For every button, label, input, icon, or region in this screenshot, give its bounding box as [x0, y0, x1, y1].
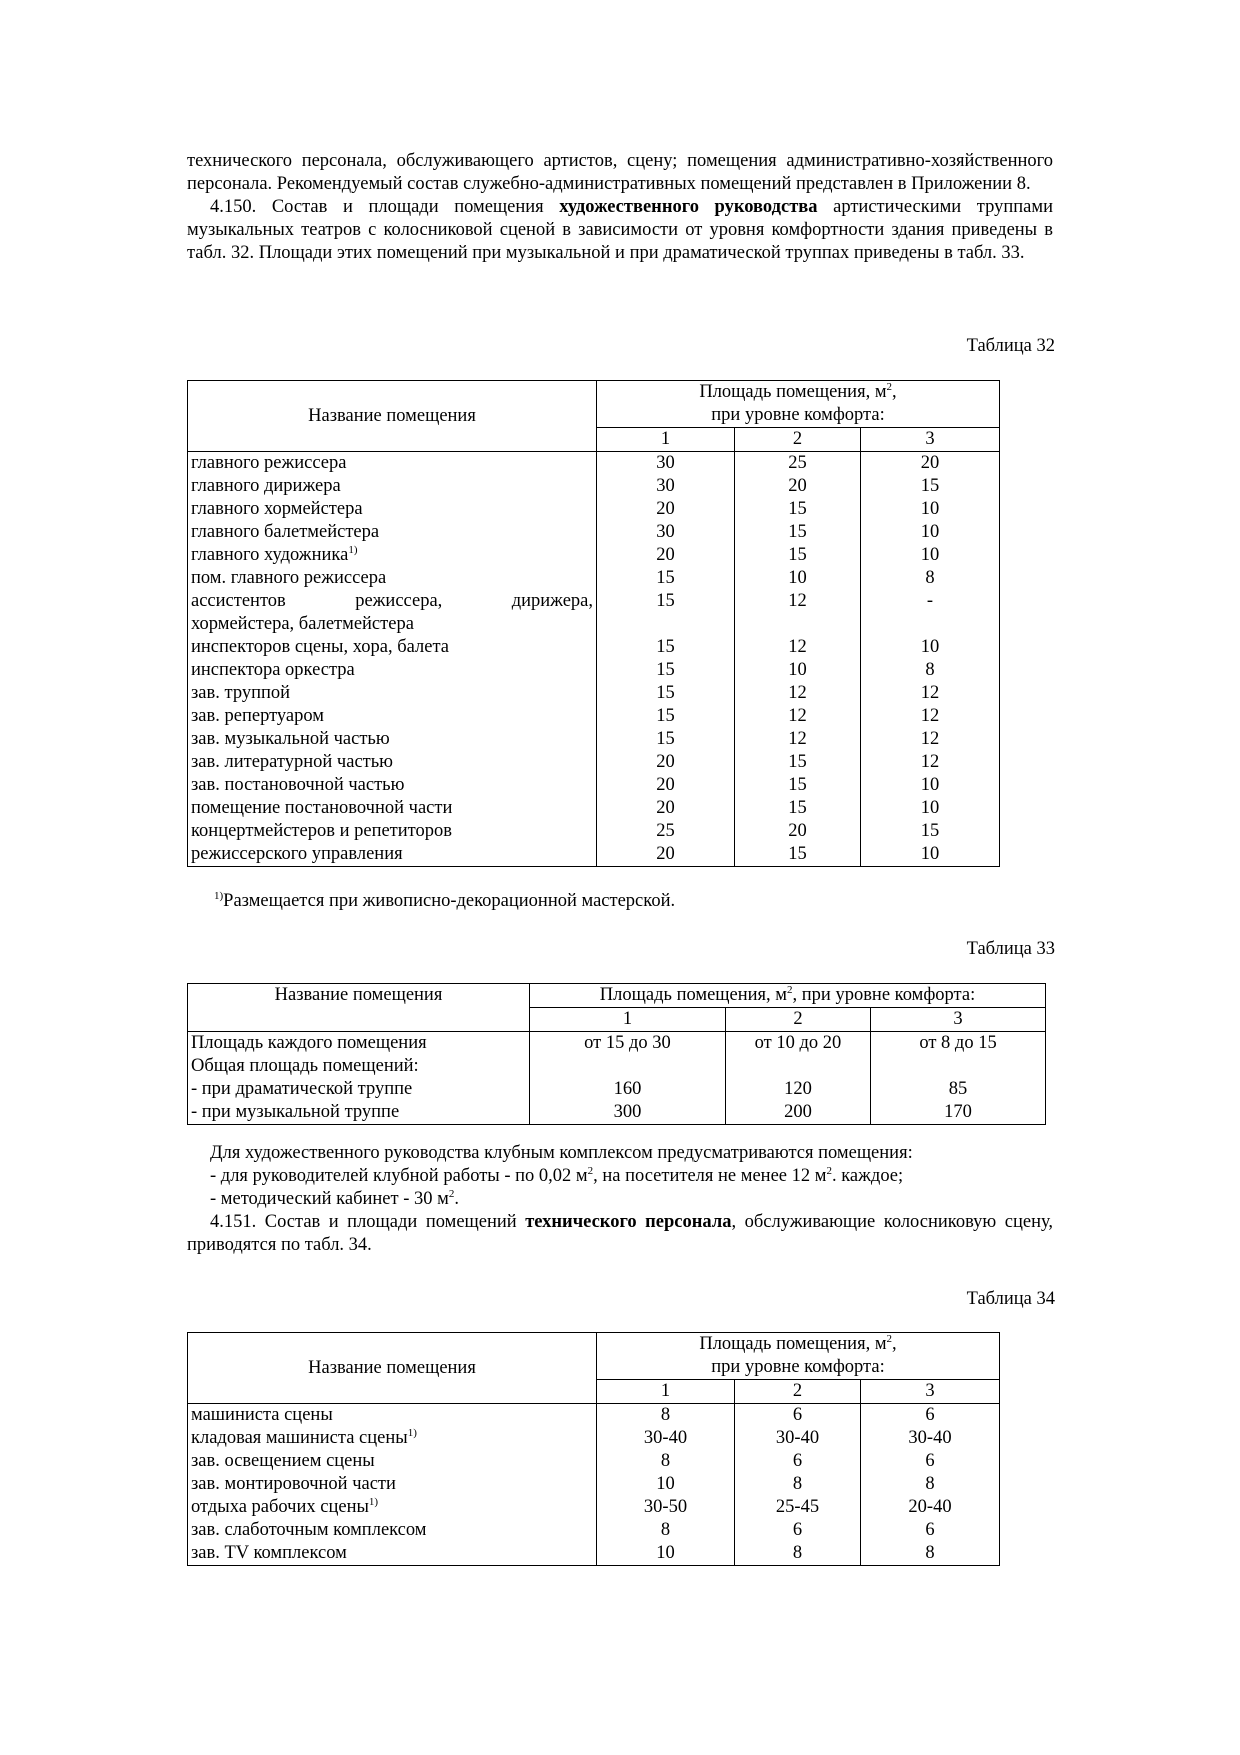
- table-32-level-1: 1: [597, 428, 735, 452]
- table-row: зав. литературной частью 20 15 12: [188, 751, 1000, 774]
- footnote-mark: 1): [407, 1426, 417, 1439]
- club-text: [187, 1142, 1053, 1257]
- table-row: Общая площадь помещений:: [188, 1055, 1046, 1078]
- footnote-mark: 1): [214, 889, 224, 902]
- table-row: - при драматической труппе 160 120 85: [188, 1078, 1046, 1101]
- table-33-level-1: 1: [530, 1008, 726, 1032]
- table-33-header-name: Название помещения: [188, 984, 530, 1032]
- intro-paragraph-2: 4.150. Состав и площади помещения художественного руководства артистическими труппами музыкальных театров с колосниковой сценой в зависимости от уровня комфортности здания приведены в табл. 32. Площади этих помещений при музыкальной и при драматической труппах приведены в табл. 33.: [187, 197, 1053, 263]
- table-34-header-area: Площадь помещения, $м^2$, при уровне комфорта:: [597, 1333, 1000, 1380]
- table-33-level-2: 2: [726, 1008, 871, 1032]
- table-row: зав. TV комплексом 10 8 8: [188, 1542, 1000, 1566]
- table-row: инспекторов сцены, хора, балета 15 12 10: [188, 636, 1000, 659]
- table-32-footnote: $^{1)}$Размещается при живописно-декорационной мастерской.: [214, 889, 676, 911]
- intro-text: [187, 150, 1053, 265]
- club-line-1: Для художественного руководства клубным комплексом предусматриваются помещения:: [210, 1143, 913, 1163]
- table-row: зав. труппой 15 12 12: [188, 682, 1000, 705]
- table-row: главного режиссера 30 25 20: [188, 452, 1000, 476]
- intro-paragraph-1: технического персонала, обслуживающего артистов, сцену; помещения административно-хозяйственного персонала. Рекомендуемый состав служебно-административных помещений представлен в Приложении 8.: [187, 151, 1053, 194]
- table-34-level-1: 1: [597, 1380, 735, 1404]
- table-33-caption: Таблица 33: [966, 939, 1055, 959]
- table-32-caption: Таблица 32: [966, 336, 1055, 356]
- table-32-level-2: 2: [735, 428, 861, 452]
- table-34: [187, 1332, 1000, 1566]
- table-32-header-area: Площадь помещения, $м^2$, при уровне комфорта:: [597, 381, 1000, 428]
- table-33: [187, 983, 1046, 1125]
- table-row: Площадь каждого помещения от 15 до 30 от 10 до 20 от 8 до 15: [188, 1032, 1046, 1056]
- table-row: инспектора оркестра 15 10 8: [188, 659, 1000, 682]
- footnote-mark: 1): [368, 1495, 379, 1508]
- table-34-caption: Таблица 34: [966, 1289, 1055, 1309]
- table-row: зав. постановочной частью 20 15 10: [188, 774, 1000, 797]
- table-row: зав. слаботочным комплексом 8 6 6: [188, 1519, 1000, 1542]
- table-row: помещение постановочной части 20 15 10: [188, 797, 1000, 820]
- table-row: главного балетмейстера 30 15 10: [188, 521, 1000, 544]
- table-34-header-name: Название помещения: [188, 1333, 597, 1404]
- table-row: режиссерского управления 20 15 10: [188, 843, 1000, 867]
- paragraph-4-151: 4.151. Состав и площади помещений технического персонала, обслуживающие колосниковую сцену, приводятся по табл. 34.: [187, 1212, 1053, 1255]
- table-row: главного хормейстера 20 15 10: [188, 498, 1000, 521]
- table-row: зав. репертуаром 15 12 12: [188, 705, 1000, 728]
- table-row: зав. освещением сцены 8 6 6: [188, 1450, 1000, 1473]
- bold-term: художественного руководства: [559, 197, 818, 217]
- table-row: главного художника$^{1)}$ 20 15 10: [188, 544, 1000, 567]
- table-row: - при музыкальной труппе 300 200 170: [188, 1101, 1046, 1125]
- table-row: главного дирижера 30 20 15: [188, 475, 1000, 498]
- table-row: ассистентов режиссера, дирижера, хормейстера, балетмейстера 15 12 -: [188, 590, 1000, 636]
- footnote-mark: 1): [348, 543, 358, 556]
- table-row: отдыха рабочих сцены$^{1)}$ 30-50 25-45 20-40: [188, 1496, 1000, 1519]
- table-34-level-3: 3: [861, 1380, 1000, 1404]
- table-row: кладовая машиниста сцены$^{1)}$ 30-40 30-40 30-40: [188, 1427, 1000, 1450]
- table-row: зав. музыкальной частью 15 12 12: [188, 728, 1000, 751]
- club-line-2: - для руководителей клубной работы - по 0,02 $м^2$, на посетителя не менее 12 $м^2$. каждое;: [210, 1164, 904, 1186]
- table-32-header-name: Название помещения: [188, 381, 597, 452]
- table-row: концертмейстеров и репетиторов 25 20 15: [188, 820, 1000, 843]
- table-32-level-3: 3: [861, 428, 1000, 452]
- table-row: машиниста сцены 8 6 6: [188, 1404, 1000, 1428]
- table-row: пом. главного режиссера 15 10 8: [188, 567, 1000, 590]
- table-33-level-3: 3: [871, 1008, 1046, 1032]
- club-line-3: - методический кабинет - 30 $м^2$.: [210, 1187, 459, 1209]
- table-32: [187, 380, 1000, 867]
- table-row: зав. монтировочной части 10 8 8: [188, 1473, 1000, 1496]
- bold-term: технического персонала: [525, 1212, 732, 1232]
- table-34-level-2: 2: [735, 1380, 861, 1404]
- table-33-header-area: Площадь помещения, $м^2$, при уровне комфорта:: [530, 984, 1046, 1008]
